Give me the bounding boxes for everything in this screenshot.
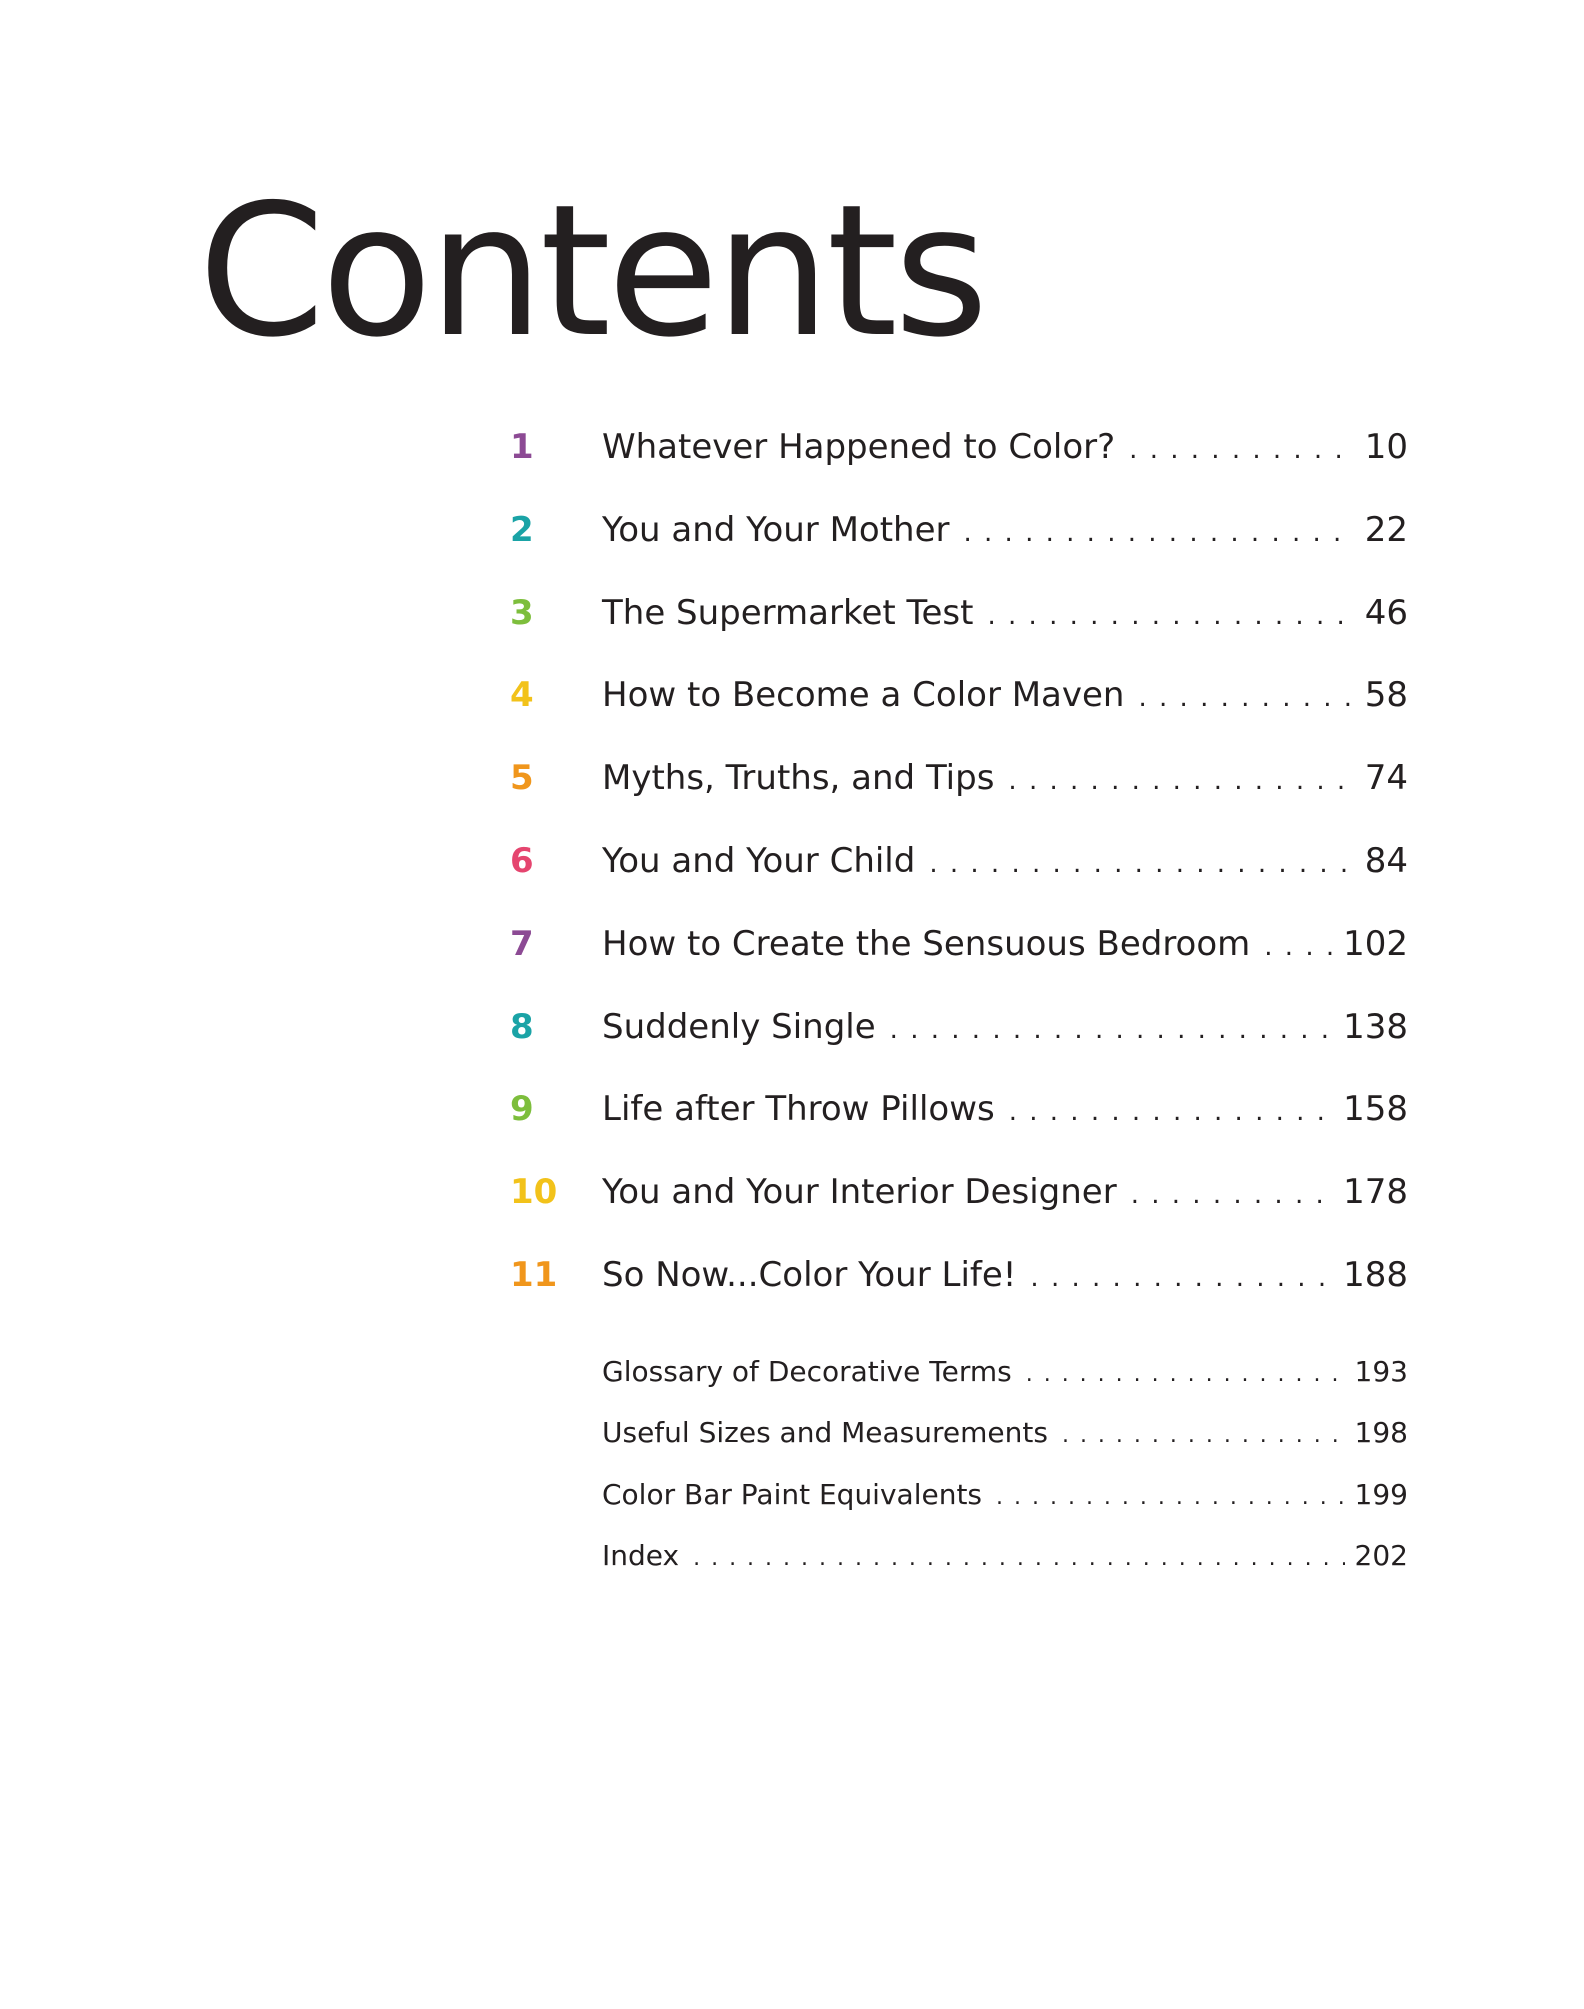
dot-leader bbox=[1009, 1099, 1333, 1125]
chapter-number: 11 bbox=[510, 1254, 558, 1295]
backmatter-title: Glossary of Decorative Terms bbox=[602, 1355, 1012, 1388]
dot-leader bbox=[1129, 437, 1355, 463]
page-number: 193 bbox=[1354, 1355, 1408, 1388]
page-number: 188 bbox=[1343, 1254, 1408, 1295]
page-number: 202 bbox=[1354, 1538, 1408, 1572]
chapter-title: You and Your Child bbox=[602, 840, 916, 881]
page-number: 74 bbox=[1364, 758, 1408, 799]
page-number: 10 bbox=[1364, 427, 1408, 467]
page-number: 198 bbox=[1354, 1416, 1408, 1450]
backmatter-title: Color Bar Paint Equivalents bbox=[602, 1477, 983, 1511]
backmatter-list bbox=[602, 1355, 1408, 1603]
toc-entry[interactable] bbox=[510, 592, 1408, 679]
toc-entry[interactable] bbox=[510, 758, 1408, 844]
chapter-number: 3 bbox=[510, 592, 534, 633]
backmatter-entry[interactable] bbox=[602, 1538, 1408, 1603]
toc-entry[interactable] bbox=[510, 427, 1408, 513]
dot-leader bbox=[987, 603, 1354, 629]
dot-leader bbox=[1264, 934, 1333, 960]
backmatter-title: Useful Sizes and Measurements bbox=[602, 1416, 1048, 1450]
chapter-title: How to Become a Color Maven bbox=[602, 675, 1125, 716]
toc-entry[interactable] bbox=[510, 1254, 1408, 1341]
backmatter-title: Index bbox=[602, 1538, 680, 1572]
page-number: 178 bbox=[1343, 1172, 1408, 1213]
page-number: 58 bbox=[1364, 675, 1408, 716]
page-number: 138 bbox=[1343, 1006, 1408, 1047]
chapter-number: 9 bbox=[510, 1089, 534, 1130]
page-title: Contents bbox=[198, 165, 985, 377]
chapter-title: The Supermarket Test bbox=[602, 592, 974, 633]
chapter-number: 5 bbox=[510, 758, 534, 799]
dot-leader bbox=[1008, 768, 1354, 794]
chapter-number: 4 bbox=[510, 675, 534, 716]
dot-leader bbox=[1138, 685, 1354, 711]
dot-leader bbox=[929, 851, 1354, 877]
dot-leader bbox=[964, 520, 1355, 546]
chapter-number: 8 bbox=[510, 1006, 534, 1047]
chapter-title: Life after Throw Pillows bbox=[602, 1089, 995, 1130]
toc-entry[interactable] bbox=[510, 1172, 1408, 1258]
dot-leader bbox=[890, 1017, 1333, 1043]
backmatter-entry[interactable] bbox=[602, 1477, 1408, 1542]
page-number: 22 bbox=[1364, 509, 1408, 550]
dot-leader bbox=[693, 1548, 1344, 1570]
toc-entry[interactable] bbox=[510, 675, 1408, 761]
dot-leader bbox=[1026, 1364, 1345, 1386]
toc-entry[interactable] bbox=[510, 923, 1408, 1010]
chapter-number: 10 bbox=[510, 1172, 558, 1213]
page-number: 46 bbox=[1364, 592, 1408, 633]
chapter-number: 6 bbox=[510, 840, 534, 881]
dot-leader bbox=[1030, 1265, 1333, 1291]
chapter-number: 7 bbox=[510, 923, 534, 964]
dot-leader bbox=[1131, 1182, 1333, 1208]
chapter-title: So Now...Color Your Life! bbox=[602, 1254, 1017, 1295]
dot-leader bbox=[1062, 1425, 1345, 1447]
dot-leader bbox=[996, 1487, 1345, 1509]
toc-entry[interactable] bbox=[510, 1089, 1408, 1175]
page-number: 199 bbox=[1354, 1477, 1408, 1511]
chapter-number: 2 bbox=[510, 509, 534, 550]
chapter-title: You and Your Interior Designer bbox=[602, 1172, 1117, 1213]
page-number: 84 bbox=[1364, 840, 1408, 881]
chapter-number: 1 bbox=[510, 427, 534, 467]
chapter-title: How to Create the Sensuous Bedroom bbox=[602, 923, 1251, 964]
page-number: 102 bbox=[1343, 923, 1408, 964]
backmatter-entry[interactable] bbox=[602, 1416, 1408, 1480]
chapter-title: Myths, Truths, and Tips bbox=[602, 758, 995, 799]
toc-entry[interactable] bbox=[510, 509, 1408, 596]
toc-entry[interactable] bbox=[510, 840, 1408, 927]
chapter-title: You and Your Mother bbox=[602, 509, 950, 550]
page-number: 158 bbox=[1343, 1089, 1408, 1130]
backmatter-entry[interactable] bbox=[602, 1355, 1408, 1419]
chapter-list bbox=[510, 427, 1408, 1341]
toc-entry[interactable] bbox=[510, 1006, 1408, 1093]
chapter-title: Whatever Happened to Color? bbox=[602, 427, 1116, 467]
chapter-title: Suddenly Single bbox=[602, 1006, 876, 1047]
